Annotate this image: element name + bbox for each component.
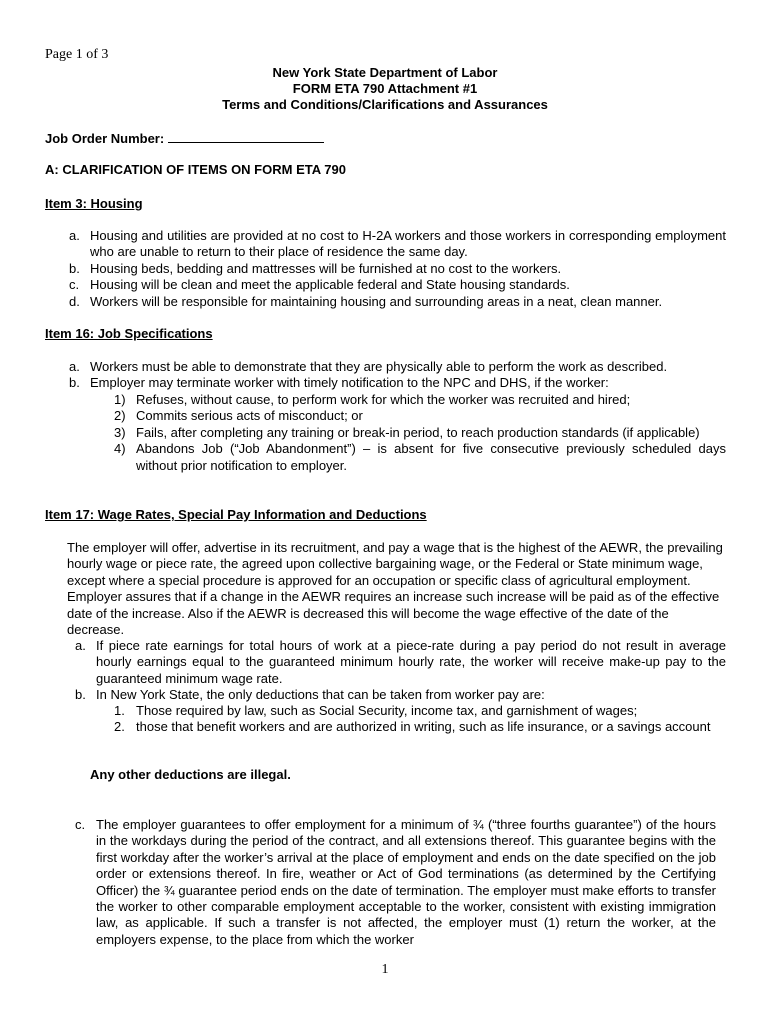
item16-title: Item 16: Job Specifications <box>45 326 213 341</box>
header-line-1: New York State Department of Labor <box>272 65 498 80</box>
document-header <box>0 65 770 113</box>
item3-title: Item 3: Housing <box>45 196 143 211</box>
list-item: 2) Commits serious acts of misconduct; or <box>114 408 363 424</box>
list-item: c. The employer guarantees to offer employment for a minimum of ¾ (“three fourths guarantee”) of the hours in the workdays during the period of the contract, and all extensions thereof. This guarantee begins with the first workday after the worker’s arrival at the place of employment and ends on the date specified on the job order or extensions thereof. In fire, weather or Act of God terminations (as determined by the Certifying Officer) the ¾ guarantee period ends on the date of termination. The employer must make efforts to transfer the worker to other comparable employment acceptable to the worker, consistent with existing immigration law, as applicable. If such a transfer is not affected, the employer must (1) return the worker, at the employers expense, to the place from which the worker <box>75 817 716 947</box>
job-order-label: Job Order Number: <box>45 131 165 146</box>
list-item: a. If piece rate earnings for total hours of work at a piece-rate during a pay period do not result in average hourly earnings equal to the guaranteed minimum hourly rate, the worker will receive make-up pay to the guaranteed minimum wage rate. <box>75 638 726 686</box>
job-order-number <box>45 130 324 146</box>
list-item: c. Housing will be clean and meet the applicable federal and State housing standards. <box>69 277 570 293</box>
list-item: a. Housing and utilities are provided at no cost to H-2A workers and those workers in corresponding employment who are unable to return to their place of residence the same day. <box>69 228 726 260</box>
header-line-2: FORM ETA 790 Attachment #1 <box>292 81 478 96</box>
item16-list <box>69 359 726 392</box>
item17-intro-paragraph: The employer will offer, advertise in its recruitment, and pay a wage that is the highest of the AEWR, the prevailing hourly wage or piece rate, the agreed upon collective bargaining wage, or the Federal or State minimum wage, except where a special procedure is approved for an occupation or specific class of agricultural employment. Employer assures that if a change in the AEWR requires an increase such increase will be paid as of the effective date of the increase. Also if the AEWR is decreased this will become the wage effective of the date of the decrease. <box>67 540 723 638</box>
item16-sublist <box>114 392 726 474</box>
list-item: b. In New York State, the only deductions that can be taken from worker pay are: <box>75 687 545 703</box>
header-line-3: Terms and Conditions/Clarifications and Assurances <box>222 97 548 112</box>
list-item: b. Employer may terminate worker with timely notification to the NPC and DHS, if the worker: <box>69 375 609 391</box>
footer-page-number: 1 <box>381 962 389 977</box>
illegal-deductions-note: Any other deductions are illegal. <box>90 767 291 782</box>
list-item: 3) Fails, after completing any training or break-in period, to reach production standards (if applicable) <box>114 424 700 440</box>
list-item: 1. Those required by law, such as Social Security, income tax, and garnishment of wages; <box>114 703 638 718</box>
deductions-list <box>114 703 726 736</box>
item17-list-c <box>75 817 716 948</box>
item17-list-ab <box>75 638 726 704</box>
page-label: Page 1 of 3 <box>45 47 109 62</box>
list-item: b. Housing beds, bedding and mattresses will be furnished at no cost to the workers. <box>69 260 562 276</box>
list-item: a. Workers must be able to demonstrate that they are physically able to perform the work as described. <box>69 359 668 374</box>
list-item: 1) Refuses, without cause, to perform work for which the worker was recruited and hired; <box>114 392 631 407</box>
job-order-blank-line <box>168 130 324 143</box>
list-item: 4) Abandons Job (“Job Abandonment”) – is absent for five consecutive previously scheduled days without prior notification to employer. <box>114 441 726 473</box>
list-item: d. Workers will be responsible for maintaining housing and surrounding areas in a neat, clean manner. <box>69 293 663 309</box>
section-a-title: A: CLARIFICATION OF ITEMS ON FORM ETA 790 <box>45 162 346 177</box>
item17-title: Item 17: Wage Rates, Special Pay Information and Deductions <box>45 507 427 522</box>
list-item: 2. those that benefit workers and are authorized in writing, such as life insurance, or a savings account <box>114 719 711 735</box>
item3-list <box>69 228 726 310</box>
